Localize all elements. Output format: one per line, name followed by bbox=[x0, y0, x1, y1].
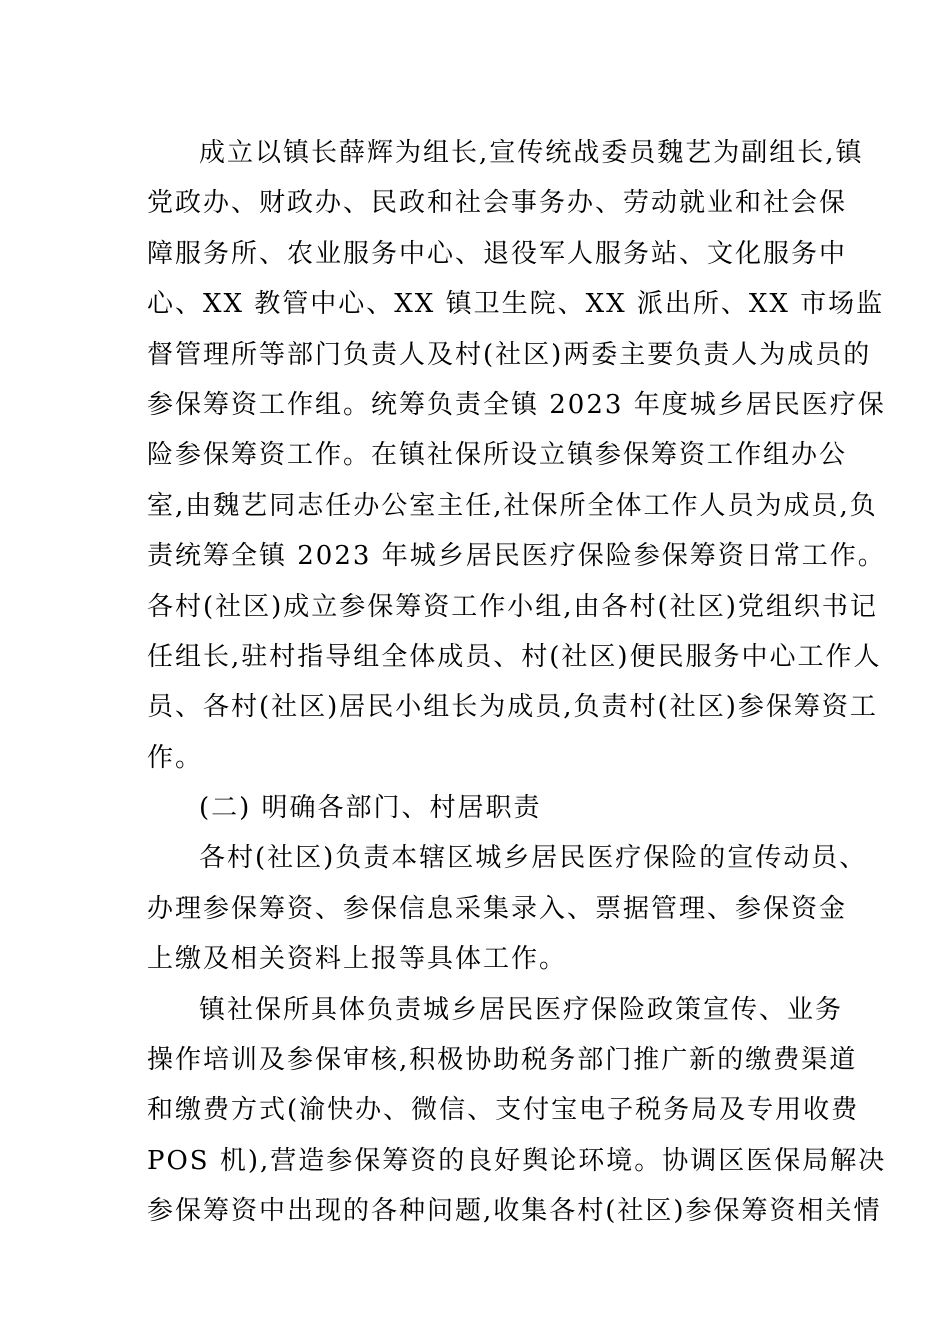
text-line: 和缴费方式(渝快办、微信、支付宝电子税务局及专用收费 bbox=[147, 1095, 860, 1126]
text-line: 参保筹资工作组。统筹负责全镇 2023 年度城乡居民医疗保 bbox=[147, 389, 886, 420]
paragraph-work-group bbox=[147, 128, 886, 783]
paragraph-village-duties bbox=[147, 833, 868, 984]
text-line: 任组长,驻村指导组全体成员、村(社区)便民服务中心工作人 bbox=[147, 641, 882, 672]
text-line: 办理参保筹资、参保信息采集录入、票据管理、参保资金 bbox=[147, 893, 848, 924]
text-line: 员、各村(社区)居民小组长为成员,负责村(社区)参保筹资工 bbox=[147, 692, 878, 723]
text-line: 作。 bbox=[147, 742, 204, 773]
document-body bbox=[147, 128, 887, 1237]
heading-text: (二) 明确各部门、村居职责 bbox=[199, 793, 542, 824]
text-line: 成立以镇长薛辉为组长,宣传统战委员魏艺为副组长,镇 bbox=[199, 138, 864, 168]
text-line: 镇社保所具体负责城乡居民医疗保险政策宣传、业务 bbox=[199, 994, 844, 1025]
section-heading bbox=[147, 783, 805, 833]
text-line: 督管理所等部门负责人及村(社区)两委主要负责人为成员的 bbox=[147, 339, 872, 370]
text-line: 上缴及相关资料上报等具体工作。 bbox=[147, 944, 568, 975]
text-line: 心、XX 教管中心、XX 镇卫生院、XX 派出所、XX 市场监 bbox=[147, 289, 885, 320]
text-line: 室,由魏艺同志任办公室主任,社保所全体工作人员为成员,负 bbox=[147, 490, 878, 521]
text-line: 党政办、财政办、民政和社会事务办、劳动就业和社会保 bbox=[147, 188, 848, 219]
text-line: 各村(社区)负责本辖区城乡居民医疗保险的宣传动员、 bbox=[199, 843, 868, 874]
paragraph-social-security-duties bbox=[147, 985, 887, 1237]
text-line: 障服务所、农业服务中心、退役军人服务站、文化服务中 bbox=[147, 238, 848, 269]
text-line: 操作培训及参保审核,积极协助税务部门推广新的缴费渠道 bbox=[147, 1045, 858, 1076]
text-line: POS 机),营造参保筹资的良好舆论环境。协调区医保局解决 bbox=[147, 1145, 887, 1176]
text-line: 险参保筹资工作。在镇社保所设立镇参保筹资工作组办公 bbox=[147, 440, 848, 471]
text-line: 参保筹资中出现的各种问题,收集各村(社区)参保筹资相关情 bbox=[147, 1196, 882, 1227]
text-line: 责统筹全镇 2023 年城乡居民医疗保险参保筹资日常工作。 bbox=[147, 541, 886, 572]
text-line: 各村(社区)成立参保筹资工作小组,由各村(社区)党组织书记 bbox=[147, 591, 878, 622]
